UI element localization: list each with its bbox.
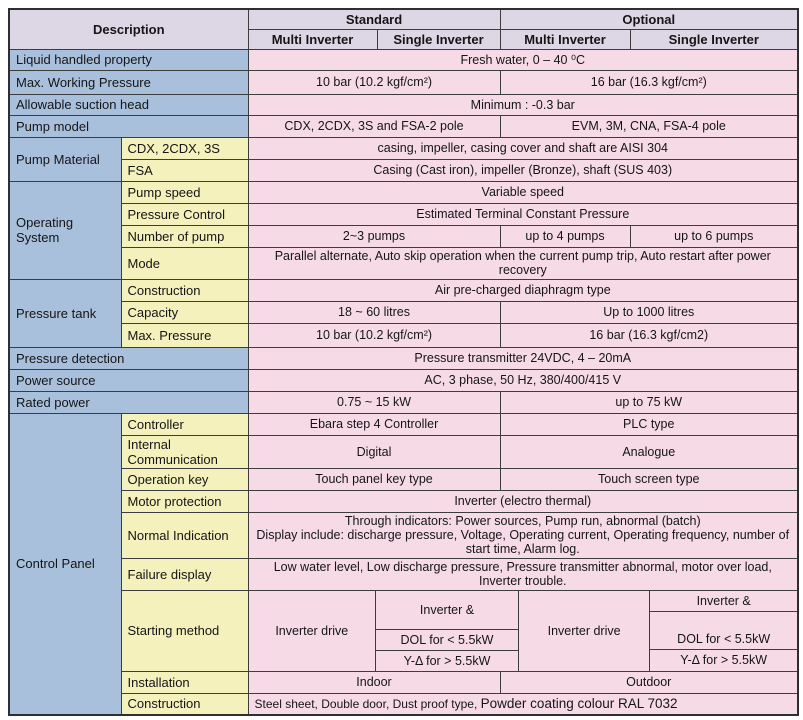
cell-max-working-pressure-std: 10 bar (10.2 kgf/cm²) <box>248 70 500 94</box>
cell-number-of-pump-opt-single: up to 6 pumps <box>630 225 798 247</box>
row-pressure-control <box>9 203 798 225</box>
sub-label-mode: Mode <box>121 247 248 279</box>
starting-method-std-multi: Inverter drive <box>275 623 349 638</box>
cell-rated-power-opt: up to 75 kW <box>500 391 798 413</box>
row-pressure-detection <box>9 347 798 369</box>
row-failure-display <box>9 558 798 590</box>
sub-label-controller: Controller <box>121 413 248 435</box>
row-suction-head <box>9 94 798 115</box>
header-optional-single: Single Inverter <box>630 29 798 49</box>
row-tank-construction <box>9 279 798 301</box>
sub-label-pump-material-fsa: FSA <box>121 159 248 181</box>
row-label-power-source: Power source <box>9 369 248 391</box>
row-controller <box>9 413 798 435</box>
group-label-pump-material: Pump Material <box>9 137 121 181</box>
cell-pump-model-std: CDX, 2CDX, 3S and FSA-2 pole <box>248 115 500 137</box>
header-row-groups <box>9 9 798 29</box>
sub-label-pump-material-cdx: CDX, 2CDX, 3S <box>121 137 248 159</box>
cell-internal-communication-std: Digital <box>248 435 500 468</box>
cell-controller-std: Ebara step 4 Controller <box>248 413 500 435</box>
row-pump-speed <box>9 181 798 203</box>
group-label-pressure-tank: Pressure tank <box>9 279 121 347</box>
normal-indication-line2: Display include: discharge pressure, Voltage, Operating current, Operating frequency, number of start time, Alarm log. <box>256 528 790 556</box>
row-power-source <box>9 369 798 391</box>
sub-label-tank-construction: Construction <box>121 279 248 301</box>
header-description: Description <box>9 9 248 49</box>
row-label-pressure-detection: Pressure detection <box>9 347 248 369</box>
row-mode <box>9 247 798 279</box>
cell-tank-max-pressure-opt: 16 bar (16.3 kgf/cm2) <box>500 323 798 347</box>
row-motor-protection <box>9 490 798 512</box>
cell-motor-protection-value: Inverter (electro thermal) <box>248 490 798 512</box>
row-tank-capacity <box>9 301 798 323</box>
cell-operation-key-opt: Touch screen type <box>500 468 798 490</box>
starting-method-opt-multi: Inverter drive <box>518 591 649 671</box>
row-rated-power <box>9 391 798 413</box>
row-label-suction-head: Allowable suction head <box>9 94 248 115</box>
cell-pressure-control-value: Estimated Terminal Constant Pressure <box>248 203 798 225</box>
row-internal-communication <box>9 435 798 468</box>
cell-pump-speed-value: Variable speed <box>248 181 798 203</box>
row-label-max-working-pressure: Max. Working Pressure <box>9 70 248 94</box>
sub-label-tank-capacity: Capacity <box>121 301 248 323</box>
cell-rated-power-std: 0.75 ~ 15 kW <box>248 391 500 413</box>
starting-method-opt-ydelta: Y-Δ for > 5.5kW <box>650 649 797 670</box>
header-standard-single: Single Inverter <box>377 29 500 49</box>
starting-method-opt-single <box>649 591 797 671</box>
sub-label-number-of-pump: Number of pump <box>121 225 248 247</box>
cell-tank-capacity-std: 18 ~ 60 litres <box>248 301 500 323</box>
sub-label-internal-communication: Internal Communication <box>121 435 248 468</box>
row-operation-key <box>9 468 798 490</box>
cell-tank-construction-value: Air pre-charged diaphragm type <box>248 279 798 301</box>
cell-tank-max-pressure-std: 10 bar (10.2 kgf/cm²) <box>248 323 500 347</box>
sub-label-normal-indication: Normal Indication <box>121 512 248 558</box>
row-pump-material-cdx <box>9 137 798 159</box>
cell-liquid-value: Fresh water, 0 – 40 ⁰C <box>248 49 798 70</box>
pump-spec-table <box>8 8 799 716</box>
cell-installation-std: Indoor <box>248 671 500 693</box>
cell-mode-value: Parallel alternate, Auto skip operation when the current pump trip, Auto restart after power recovery <box>248 247 798 279</box>
starting-method-opt-inverter-and: Inverter & <box>696 594 751 608</box>
row-pump-material-fsa <box>9 159 798 181</box>
starting-method-std-ydelta: Y-Δ for > 5.5kW <box>376 650 518 671</box>
sub-label-tank-max-pressure: Max. Pressure <box>121 323 248 347</box>
row-starting-method <box>9 590 798 671</box>
sub-label-operation-key: Operation key <box>121 468 248 490</box>
cell-operation-key-std: Touch panel key type <box>248 468 500 490</box>
group-label-control-panel: Control Panel <box>9 413 121 715</box>
cell-internal-communication-opt: Analogue <box>500 435 798 468</box>
cell-pressure-detection-value: Pressure transmitter 24VDC, 4 – 20mA <box>248 347 798 369</box>
starting-method-opt-dol: DOL for < 5.5kW <box>650 611 797 649</box>
sub-label-pressure-control: Pressure Control <box>121 203 248 225</box>
row-label-liquid: Liquid handled property <box>9 49 248 70</box>
cell-power-source-value: AC, 3 phase, 50 Hz, 380/400/415 V <box>248 369 798 391</box>
cell-suction-head-value: Minimum : -0.3 bar <box>248 94 798 115</box>
row-label-pump-model: Pump model <box>9 115 248 137</box>
row-panel-construction <box>9 693 798 715</box>
cell-pump-material-cdx-value: casing, impeller, casing cover and shaft are AISI 304 <box>248 137 798 159</box>
row-liquid <box>9 49 798 70</box>
header-optional-multi: Multi Inverter <box>500 29 630 49</box>
cell-max-working-pressure-opt: 16 bar (16.3 kgf/cm²) <box>500 70 798 94</box>
row-max-working-pressure <box>9 70 798 94</box>
cell-pump-material-fsa-value: Casing (Cast iron), impeller (Bronze), shaft (SUS 403) <box>248 159 798 181</box>
sub-label-pump-speed: Pump speed <box>121 181 248 203</box>
cell-controller-opt: PLC type <box>500 413 798 435</box>
starting-method-std-inverter-and: Inverter & <box>419 602 475 617</box>
header-optional: Optional <box>500 9 798 29</box>
cell-failure-display-value: Low water level, Low discharge pressure, Pressure transmitter abnormal, motor over load, Inverter trouble. <box>248 558 798 590</box>
group-label-operating-system: Operating System <box>9 181 121 279</box>
cell-installation-opt: Outdoor <box>500 671 798 693</box>
panel-construction-part1: Steel sheet, Double door, Dust proof type, <box>254 697 481 712</box>
header-standard-multi: Multi Inverter <box>248 29 377 49</box>
sub-label-panel-construction: Construction <box>121 693 248 715</box>
cell-tank-capacity-opt: Up to 1000 litres <box>500 301 798 323</box>
row-tank-max-pressure <box>9 323 798 347</box>
panel-construction-part2: Powder coating colour RAL 7032 <box>480 696 678 712</box>
cell-pump-model-opt: EVM, 3M, CNA, FSA-4 pole <box>500 115 798 137</box>
sub-label-failure-display: Failure display <box>121 558 248 590</box>
row-normal-indication <box>9 512 798 558</box>
starting-method-std-single <box>375 591 518 671</box>
sub-label-installation: Installation <box>121 671 248 693</box>
cell-panel-construction-value <box>248 693 798 715</box>
cell-number-of-pump-std: 2~3 pumps <box>248 225 500 247</box>
sub-label-starting-method: Starting method <box>121 590 248 671</box>
starting-method-grid <box>249 591 798 671</box>
cell-starting-method <box>248 590 798 671</box>
cell-number-of-pump-opt-multi: up to 4 pumps <box>500 225 630 247</box>
row-number-of-pump <box>9 225 798 247</box>
normal-indication-line1: Through indicators: Power sources, Pump run, abnormal (batch) <box>344 514 701 528</box>
row-label-rated-power: Rated power <box>9 391 248 413</box>
starting-method-std-dol: DOL for < 5.5kW <box>376 629 518 650</box>
header-standard: Standard <box>248 9 500 29</box>
sub-label-motor-protection: Motor protection <box>121 490 248 512</box>
row-pump-model <box>9 115 798 137</box>
row-installation <box>9 671 798 693</box>
cell-normal-indication-value <box>248 512 798 558</box>
